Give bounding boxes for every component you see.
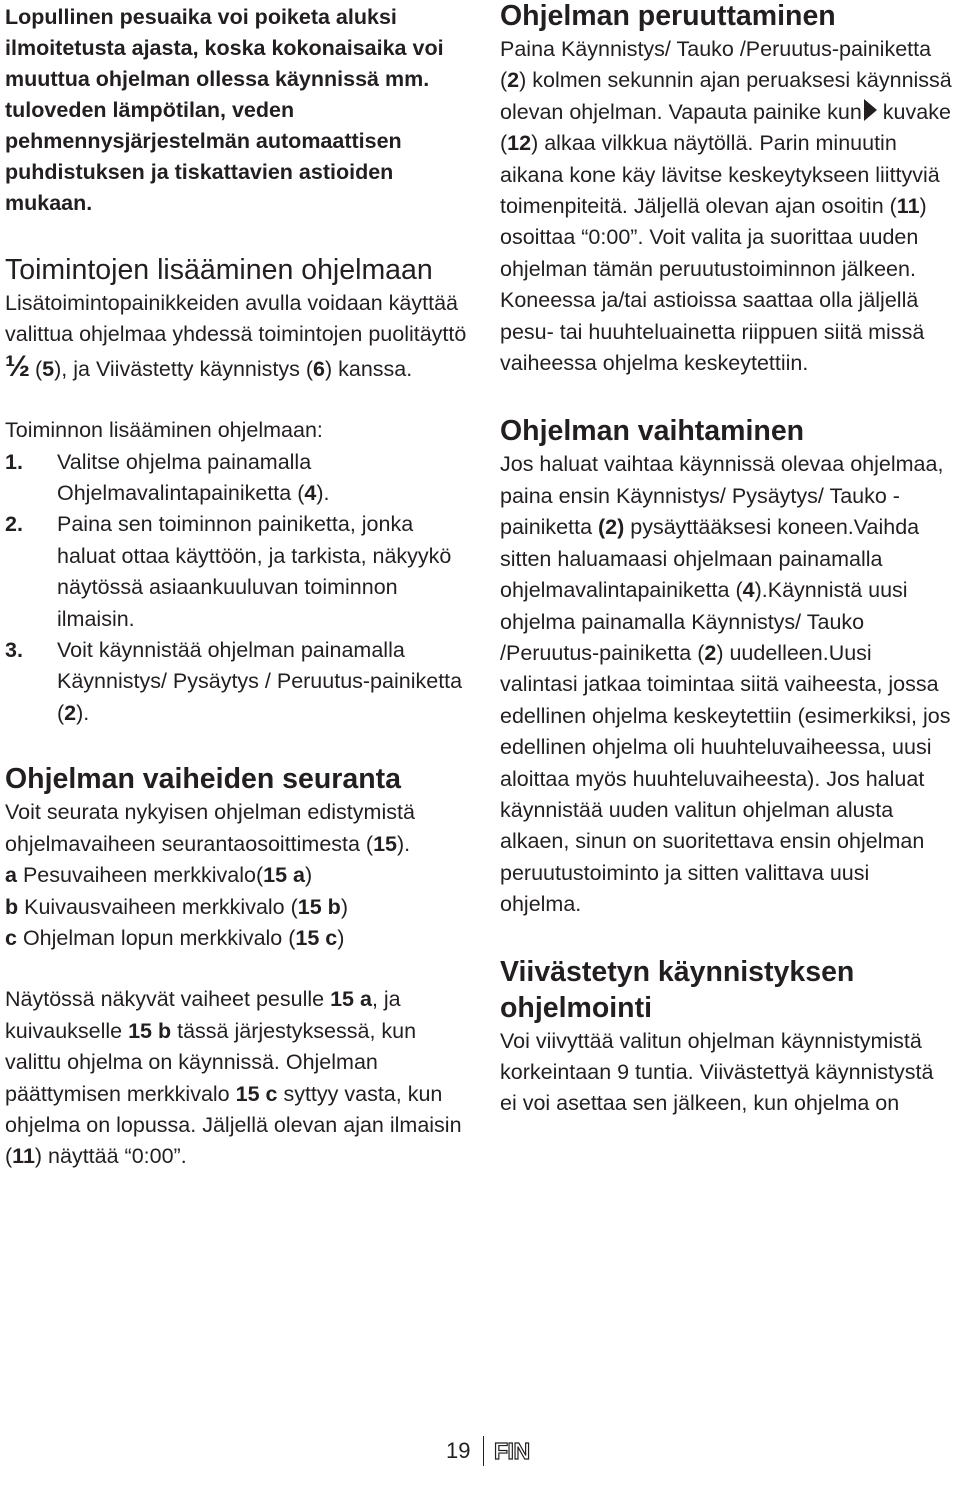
tracking-paragraph	[5, 797, 475, 860]
steps-list	[5, 447, 475, 730]
ref-timer: 11	[896, 194, 920, 219]
functions-text-a: Lisätoimintopainikkeiden avulla voidaan käyttää valittua ohjelmaa yhdessä toimintojen puolitäyttö	[5, 291, 467, 347]
change-paragraph	[500, 449, 955, 920]
cancel-text-d: ) alkaa vilkkua näytöllä. Parin minuutin aikana kone käy lävitse keskeytykseen liittyviä toimenpiteitä. Jäljellä olevan ajan osoitin (	[500, 131, 940, 219]
display-text-a: Näytössä näkyvät vaiheet pesulle	[5, 987, 331, 1012]
step3-text-a: Voit käynnistää ohjelman painamalla Käynnistys/ Pysäytys / Peruutus-painiketta (	[57, 638, 463, 725]
display-text-b: , ja kuivaukselle	[5, 987, 401, 1043]
ref-program-button: 4	[742, 578, 755, 603]
delay-paragraph: Voi viivyttää valitun ohjelman käynnistymistä korkeintaan 9 tuntia. Viivästettyä käynnistystä ei voi asettaa sen jälkeen, kun ohjelma on	[500, 1028, 934, 1116]
intro-paragraph: Lopullinen pesuaika voi poiketa aluksi ilmoitetusta ajasta, koska kokonaisaika voi muuttua ohjelman ollessa käynnissä mm. tuloveden lämpötilan, veden pehmennysjärjestelmän automaattisen puhdistuksen ja tiskattavien astioiden mukaan.	[5, 5, 444, 215]
functions-text-d: ) kanssa.	[325, 356, 413, 381]
cancel-text-b: ) kolmen sekunnin ajan peruaksesi käynnissä olevan ohjelman. Vapauta painike kun	[500, 68, 952, 124]
tracking-text-a: Voit seurata nykyisen ohjelman edistymistä ohjelmavaiheen seurantaosoittimesta (	[5, 800, 415, 856]
tracking-heading: Ohjelman vaiheiden seuranta	[5, 763, 401, 796]
ref-delay-start: 6	[313, 356, 325, 381]
functions-text-c: ), ja Viivästetty käynnistys (	[54, 356, 314, 381]
ref-wash: 15 a	[263, 863, 305, 888]
cancel-text-a: Paina Käynnistys/ Tauko /Peruutus-painiketta (	[500, 37, 932, 93]
step-item	[5, 447, 475, 510]
legend-end	[5, 923, 475, 954]
step2-text: Paina sen toiminnon painiketta, jonka haluat ottaa käyttöön, ja tarkista, näkyykö näytössä asiaankuuluvan toiminnon ilmaisin.	[57, 512, 452, 631]
display-text-c: tässä järjestyksessä, kun valittu ohjelma on käynnissä. Ohjelman päättymisen merkkivalo	[5, 1018, 417, 1106]
cancel-heading: Ohjelman peruuttaminen	[500, 0, 836, 32]
legend-wash-end: )	[305, 863, 313, 888]
functions-paragraph	[5, 288, 475, 385]
step-number: 3.	[5, 638, 23, 663]
legend-end-end: )	[337, 925, 345, 950]
cancel-text-e: ) osoittaa “0:00”. Voit valita ja suorittaa uuden ohjelman tämän peruutustoiminnon jälkeen. Koneessa ja/tai astioissa saattaa olla jäljellä pesu- tai huuhteluainetta riippuen siitä missä vaiheessa ohjelma keskeytettiin.	[500, 194, 927, 376]
step-item	[5, 509, 475, 635]
display-text-e: ) näyttää “0:00”.	[34, 1144, 187, 1169]
footer-divider	[483, 1436, 484, 1466]
step-number: 1.	[5, 449, 23, 474]
legend-letter-a: a	[5, 863, 17, 888]
ref-timer: 11	[12, 1144, 35, 1169]
ref-dry: 15 b	[297, 894, 341, 919]
ref-icon: 12	[507, 131, 532, 156]
step3-text-b: ).	[76, 700, 90, 725]
ref-end-2: 15 c	[235, 1081, 278, 1106]
change-text-c: ).Käynnistä uusi ohjelma painamalla Käynnistys/ Tauko /Peruutus-painiketta (	[500, 578, 908, 665]
ref-start-button: (2)	[598, 515, 625, 540]
play-icon	[864, 99, 877, 121]
ref-start-button: 2	[64, 700, 77, 725]
page-number: 19	[446, 1438, 471, 1463]
delay-heading: Viivästetyn käynnistyksen ohjelmointi	[500, 955, 855, 1024]
step1-text-a: Valitse ohjelma painamalla Ohjelmavalintapainiketta (	[57, 449, 312, 506]
ref-end: 15 c	[295, 925, 338, 950]
change-text-b: pysäyttääksesi koneen.Vaihda sitten haluamaasi ohjelmaan painamalla ohjelmavalintapainiketta (	[500, 515, 920, 603]
ref-tracker: 15	[373, 831, 398, 856]
cancel-text-c: kuvake (	[500, 99, 951, 156]
legend-wash-text: Pesuvaiheen merkkivalo(	[16, 863, 264, 888]
legend-end-text: Ohjelman lopun merkkivalo (	[16, 925, 296, 950]
ref-wash-2: 15 a	[330, 987, 372, 1012]
step-item	[5, 635, 475, 729]
cancel-paragraph	[500, 34, 955, 379]
legend-dry-text: Kuivausvaiheen merkkivalo (	[18, 894, 298, 919]
step1-text-b: ).	[316, 481, 330, 506]
half-load-symbol: ½	[5, 349, 30, 383]
legend-dry-end: )	[340, 894, 348, 919]
language-badge: FIN	[494, 1438, 530, 1464]
legend-wash	[5, 860, 475, 891]
change-heading: Ohjelman vaihtaminen	[500, 415, 805, 448]
functions-heading: Toimintojen lisääminen ohjelmaan	[5, 254, 433, 286]
change-text-d: ) uudelleen.Uusi valintasi jatkaa toimintaa siitä vaiheesta, jossa edellinen ohjelma keskeytettiin (esimerkiksi, jos edellinen ohjelma oli huuhteluvaiheessa, uusi aloittaa myös huuhteluvaiheesta). Jos haluat käynnistää uuden valitun ohjelman alusta alkaen, sinun on suoritettava ensin ohjelman peruutustoiminto ja sitten valittava uusi ohjelma.	[500, 640, 951, 917]
tracking-text-b: ).	[397, 831, 411, 856]
right-column	[500, 0, 955, 1120]
step-number: 2.	[5, 512, 23, 537]
steps-title: Toiminnon lisääminen ohjelmaan:	[5, 418, 323, 443]
ref-dry-2: 15 b	[128, 1018, 172, 1043]
ref-half-load: 5	[42, 356, 55, 381]
change-text-a: Jos haluat vaihtaa käynnissä olevaa ohjelmaa, paina ensin Käynnistys/ Pysäytys/ Tauko -painiketta	[500, 452, 944, 540]
legend-dry	[5, 892, 475, 923]
ref-program-button: 4	[304, 481, 317, 506]
legend-letter-c: c	[5, 925, 17, 950]
ref-start-button: 2	[507, 68, 520, 93]
left-column	[5, 0, 475, 1173]
ref-start-button-2: 2	[704, 640, 717, 665]
legend-letter-b: b	[5, 894, 19, 919]
display-paragraph	[5, 984, 475, 1172]
display-text-d: syttyy vasta, kun ohjelma on lopussa. Jäljellä olevan ajan ilmaisin (	[5, 1081, 462, 1169]
functions-text-b: (	[29, 356, 43, 381]
